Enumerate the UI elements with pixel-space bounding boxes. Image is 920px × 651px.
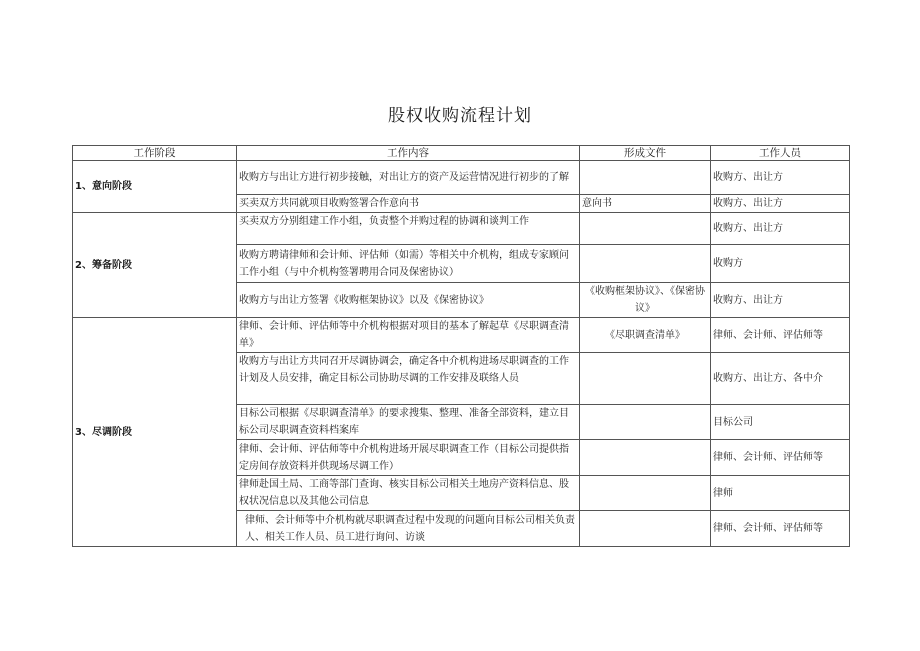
docs-cell: 《收购框架协议》、《保密协议》: [580, 283, 711, 318]
content-cell: 收购方与出让方共同召开尽调协调会，确定各中介机构进场尽职调查的工作计划及人员安排，确定目标公司协助尽调的工作安排及联络人员: [237, 353, 580, 405]
table-header-row: [73, 146, 850, 161]
content-cell: 买卖双方共同就项目收购签署合作意向书: [237, 195, 580, 213]
staff-cell: 律师、会计师、评估师等: [711, 318, 850, 353]
content-cell: 买卖双方分别组建工作小组，负责整个并购过程的协调和谈判工作: [237, 213, 580, 245]
content-cell: 律师赴国土局、工商等部门查询、核实目标公司相关土地房产资料信息、股权状况信息以及其他公司信息: [237, 476, 580, 511]
stage-cell-preparation: 2、筹备阶段: [73, 213, 237, 318]
content-cell: 目标公司根据《尽职调查清单》的要求搜集、整理、准备全部资料，建立目标公司尽职调查资料档案库: [237, 405, 580, 440]
content-cell: 律师、会计师、评估师等中介机构进场开展尽职调查工作（目标公司提供指定房间存放资料并供现场尽调工作）: [237, 440, 580, 476]
docs-cell: [580, 405, 711, 440]
stage-cell-intent: 1、意向阶段: [73, 161, 237, 213]
header-staff: 工作人员: [711, 146, 850, 161]
stage-cell-due-diligence: 3、尽调阶段: [73, 318, 237, 547]
header-content: 工作内容: [237, 146, 580, 161]
docs-cell: [580, 161, 711, 195]
staff-cell: 律师、会计师、评估师等: [711, 440, 850, 476]
content-cell: 律师、会计师、评估师等中介机构根据对项目的基本了解起草《尽职调查清单》: [237, 318, 580, 353]
docs-cell: [580, 440, 711, 476]
docs-cell: [580, 213, 711, 245]
table-row: [73, 161, 850, 195]
content-cell: 收购方与出让方进行初步接触，对出让方的资产及运营情况进行初步的了解: [237, 161, 580, 195]
staff-cell: 律师: [711, 476, 850, 511]
staff-cell: 收购方、出让方: [711, 195, 850, 213]
docs-cell: [580, 476, 711, 511]
docs-cell: [580, 245, 711, 283]
table-row: [73, 213, 850, 245]
docs-cell: [580, 511, 711, 547]
content-cell: 收购方与出让方签署《收购框架协议》以及《保密协议》: [237, 283, 580, 318]
acquisition-plan-table: [72, 145, 850, 547]
docs-cell: 《尽职调查清单》: [580, 318, 711, 353]
header-stage: 工作阶段: [73, 146, 237, 161]
docs-cell: 意向书: [580, 195, 711, 213]
staff-cell: 收购方、出让方: [711, 213, 850, 245]
staff-cell: 目标公司: [711, 405, 850, 440]
content-cell: 律师、会计师等中介机构就尽职调查过程中发现的问题向目标公司相关负责人、相关工作人员、员工进行询问、访谈: [237, 511, 580, 547]
staff-cell: 律师、会计师、评估师等: [711, 511, 850, 547]
document-title: 股权收购流程计划: [388, 106, 532, 126]
staff-cell: 收购方、出让方: [711, 283, 850, 318]
staff-cell: 收购方、出让方: [711, 161, 850, 195]
staff-cell: 收购方: [711, 245, 850, 283]
staff-cell: 收购方、出让方、各中介: [711, 353, 850, 405]
docs-cell: [580, 353, 711, 405]
content-cell: 收购方聘请律师和会计师、评估师（如需）等相关中介机构，组成专家顾问工作小组（与中介机构签署聘用合同及保密协议）: [237, 245, 580, 283]
table-row: [73, 318, 850, 353]
header-docs: 形成文件: [580, 146, 711, 161]
